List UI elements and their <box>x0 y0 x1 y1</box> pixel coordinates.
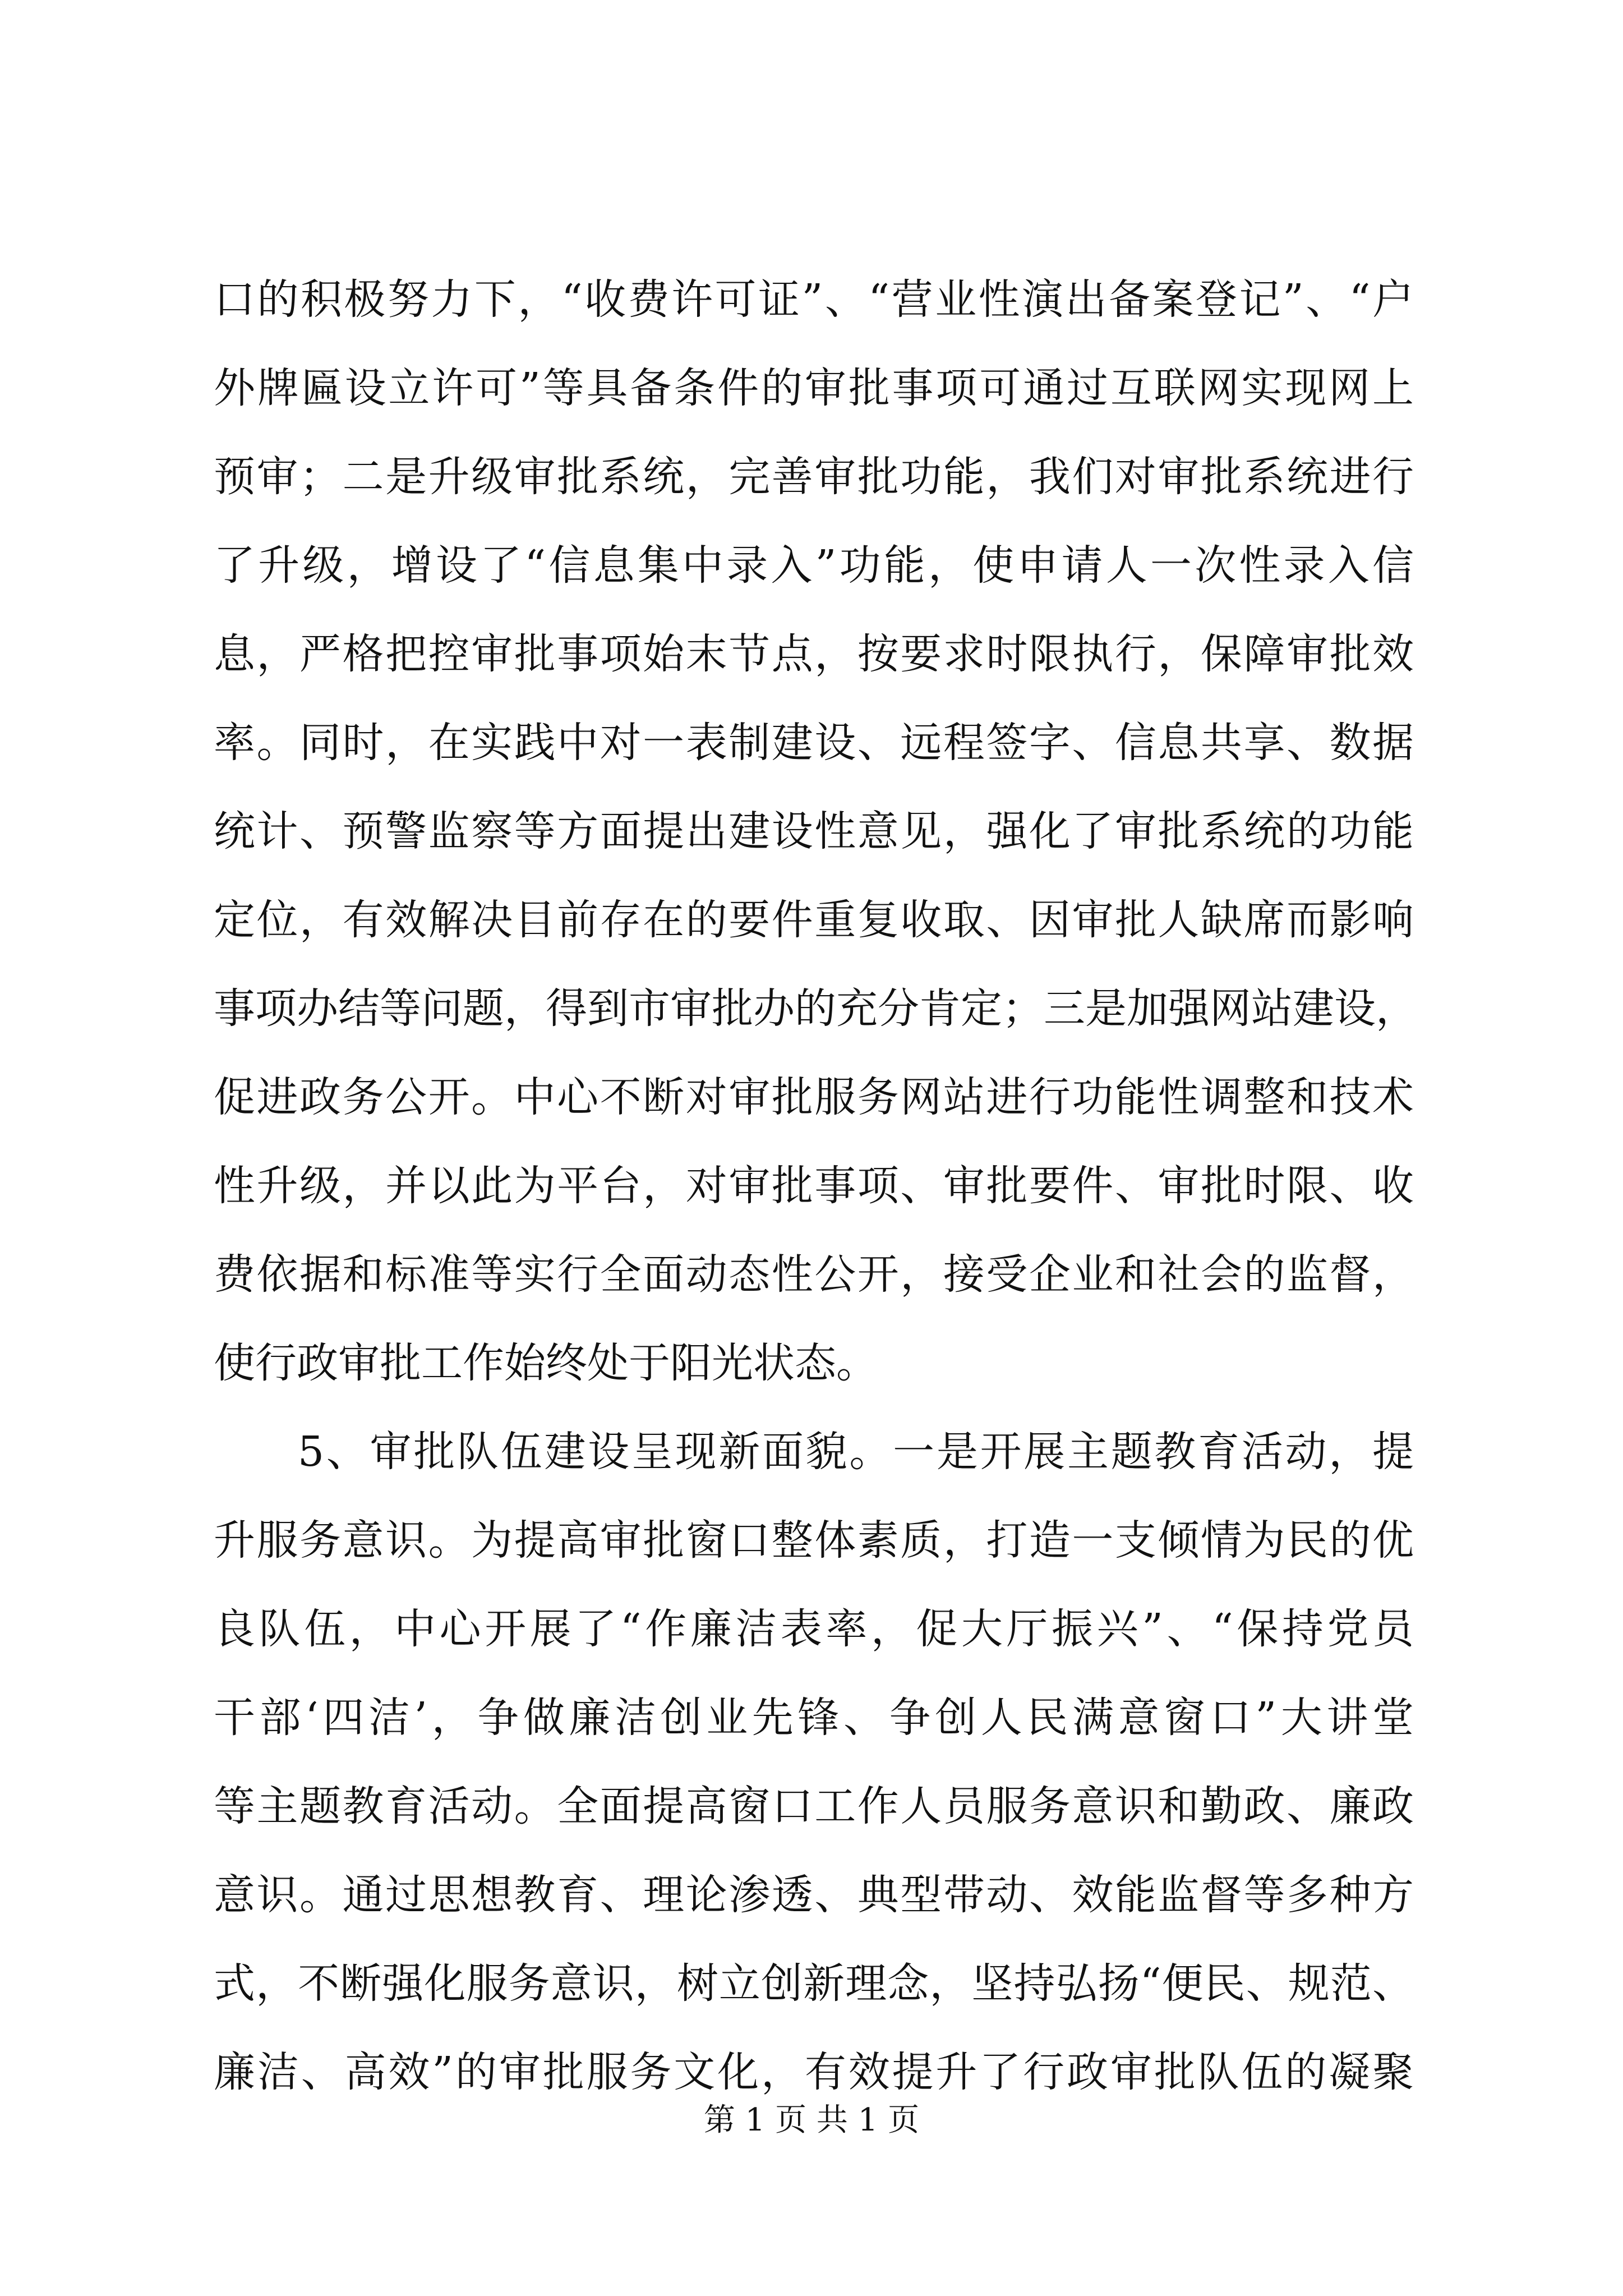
text-line: 促进政务公开。中心不断对审批服务网站进行功能性调整和技术 <box>214 1073 1414 1121</box>
text-line: 预审；二是升级审批系统，完善审批功能，我们对审批系统进行 <box>214 453 1414 501</box>
text-line: 事项办结等问题，得到市审批办的充分肯定；三是加强网站建设， <box>214 984 1417 1033</box>
text-line: 干部‘四洁’，争做廉洁创业先锋、争创人民满意窗口”大讲堂 <box>214 1694 1414 1742</box>
text-line: 等主题教育活动。全面提高窗口工作人员服务意识和勤政、廉政 <box>214 1782 1414 1830</box>
text-line: 使行政审批工作始终处于阳光状态。 <box>214 1339 878 1387</box>
text-line: 费依据和标准等实行全面动态性公开，接受企业和社会的监督， <box>214 1250 1414 1299</box>
text-line: 了升级，增设了“信息集中录入”功能，使申请人一次性录入信 <box>214 541 1414 590</box>
text-line: 升服务意识。为提高审批窗口整体素质，打造一支倾情为民的优 <box>214 1516 1414 1565</box>
text-line: 外牌匾设立许可”等具备条件的审批事项可通过互联网实现网上 <box>214 364 1414 412</box>
text-line: 式，不断强化服务意识，树立创新理念，坚持弘扬“便民、规范、 <box>214 1959 1414 2008</box>
text-line: 率。同时，在实践中对一表制建设、远程签字、信息共享、数据 <box>214 719 1414 767</box>
page-number-footer: 第 1 页 共 1 页 <box>703 2102 920 2138</box>
text-line: 定位，有效解决目前存在的要件重复收取、因审批人缺席而影响 <box>214 896 1414 944</box>
text-line: 统计、预警监察等方面提出建设性意见，强化了审批系统的功能 <box>214 807 1414 855</box>
text-line: 廉洁、高效”的审批服务文化，有效提升了行政审批队伍的凝聚 <box>214 2048 1414 2096</box>
text-line: 5、审批队伍建设呈现新面貌。一是开展主题教育活动，提 <box>298 1428 1414 1476</box>
text-line: 口的积极努力下，“收费许可证”、“营业性演出备案登记”、“户 <box>214 275 1414 324</box>
text-line: 意识。通过思想教育、理论渗透、典型带动、效能监督等多种方 <box>214 1871 1414 1919</box>
text-line: 息，严格把控审批事项始末节点，按要求时限执行，保障审批效 <box>214 630 1414 678</box>
text-line: 性升级，并以此为平台，对审批事项、审批要件、审批时限、收 <box>214 1162 1414 1210</box>
document-body <box>214 255 1417 2116</box>
text-line: 良队伍，中心开展了“作廉洁表率，促大厅振兴”、“保持党员 <box>214 1605 1414 1653</box>
